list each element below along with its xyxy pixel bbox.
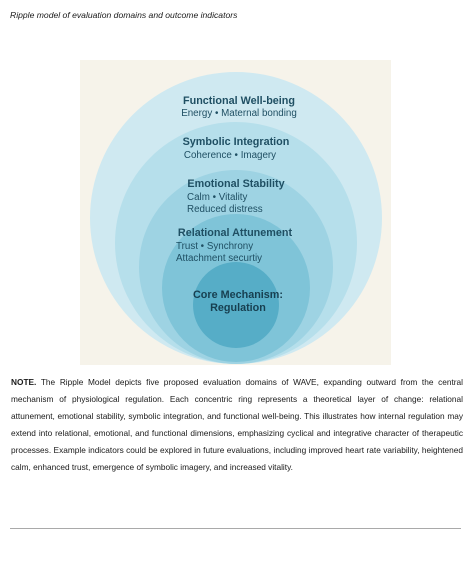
ring-2-title: Symbolic Integration bbox=[182, 136, 290, 148]
note-lead: NOTE. bbox=[11, 377, 37, 387]
core-title: Core Mechanism: bbox=[193, 289, 283, 301]
ring-1-indicators: Energy • Maternal bonding bbox=[181, 108, 297, 119]
ring-1-title: Functional Well-being bbox=[183, 95, 295, 107]
ring-3-title: Emotional Stability bbox=[187, 178, 285, 190]
ring-4-indicators-1: Trust • Synchrony bbox=[176, 241, 254, 252]
divider bbox=[10, 528, 461, 529]
ring-4-indicators-2: Attachment securtiy bbox=[176, 253, 263, 264]
ring-4-title: Relational Attunement bbox=[177, 227, 293, 239]
ring-2-indicators: Coherence • Imagery bbox=[183, 150, 277, 161]
ring-3-indicators-2: Reduced distress bbox=[187, 204, 263, 215]
core-subtitle: Regulation bbox=[210, 302, 266, 314]
figure-caption: Ripple model of evaluation domains and outcome indicators bbox=[10, 10, 238, 20]
ring-3-indicators-1: Calm • Vitality bbox=[187, 192, 248, 203]
note-text: The Ripple Model depicts five proposed evaluation domains of WAVE, expanding outward from the central mechanism of physiological regulation. Each concentric ring represents a theoretical layer of change: relational attunement, emotional stability, symbolic integration, and functional well-being. This illustrates how internal regulation may extend into relational, emotional, and functional dimensions, emphasizing cyclical and integrative character of therapeutic processes. Example indicators could be explored in future evaluations, including improved heart rate variability, heightened calm, enhanced trust, emergence of symbolic imagery, and increased vitality. bbox=[11, 377, 463, 473]
figure-note bbox=[11, 374, 463, 477]
